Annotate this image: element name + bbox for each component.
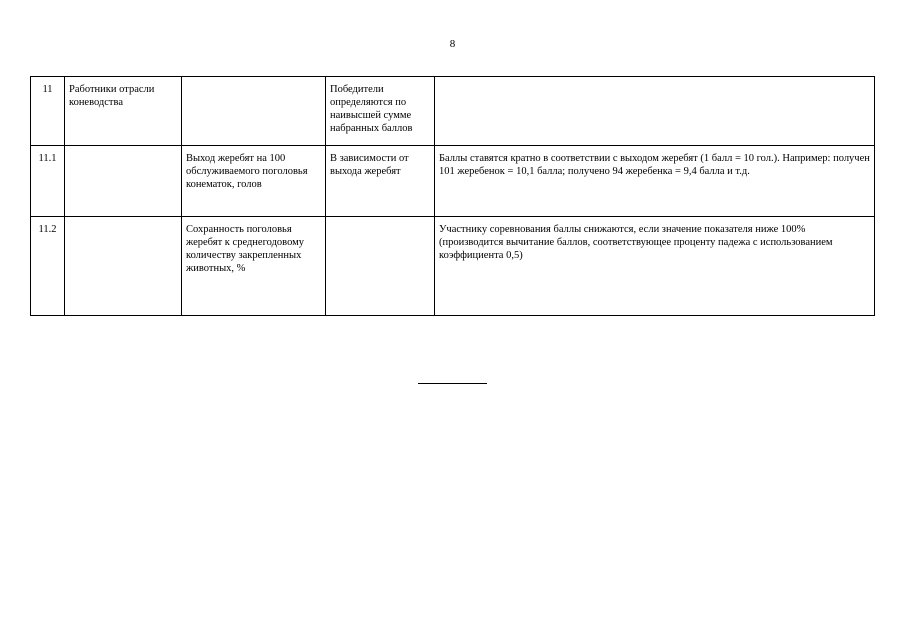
note-cell: Баллы ставятся кратно в соответствии с выходом жеребят (1 балл = 10 гол.). Например: получен 101 жеребенок = 10,1 балла; получено 94 жеребенка = 9,4 балла и т.д. bbox=[435, 146, 875, 217]
category-cell bbox=[65, 146, 182, 217]
indicator-cell bbox=[182, 77, 326, 146]
indicator-cell: Сохранность поголовья жеребят к среднегодовому количеству закрепленных животных, % bbox=[182, 217, 326, 316]
indicator-cell: Выход жеребят на 100 обслуживаемого поголовья конематок, голов bbox=[182, 146, 326, 217]
row-number: 11.1 bbox=[31, 146, 65, 217]
category-cell: Работники отрасли коневодства bbox=[65, 77, 182, 146]
table-row bbox=[31, 77, 875, 146]
criteria-table bbox=[30, 76, 875, 316]
note-cell: Участнику соревнования баллы снижаются, если значение показателя ниже 100% (производится вычитание баллов, соответствующее проценту падежа с использованием коэффициента 0,5) bbox=[435, 217, 875, 316]
table-row bbox=[31, 146, 875, 217]
criterion-cell: В зависимости от выхода жеребят bbox=[326, 146, 435, 217]
criterion-cell bbox=[326, 217, 435, 316]
footnote-divider bbox=[418, 383, 487, 384]
note-cell bbox=[435, 77, 875, 146]
row-number: 11 bbox=[31, 77, 65, 146]
row-number: 11.2 bbox=[31, 217, 65, 316]
criterion-cell: Победители определяются по наивысшей сумме набранных баллов bbox=[326, 77, 435, 146]
category-cell bbox=[65, 217, 182, 316]
table-row bbox=[31, 217, 875, 316]
page-number: 8 bbox=[449, 38, 456, 50]
